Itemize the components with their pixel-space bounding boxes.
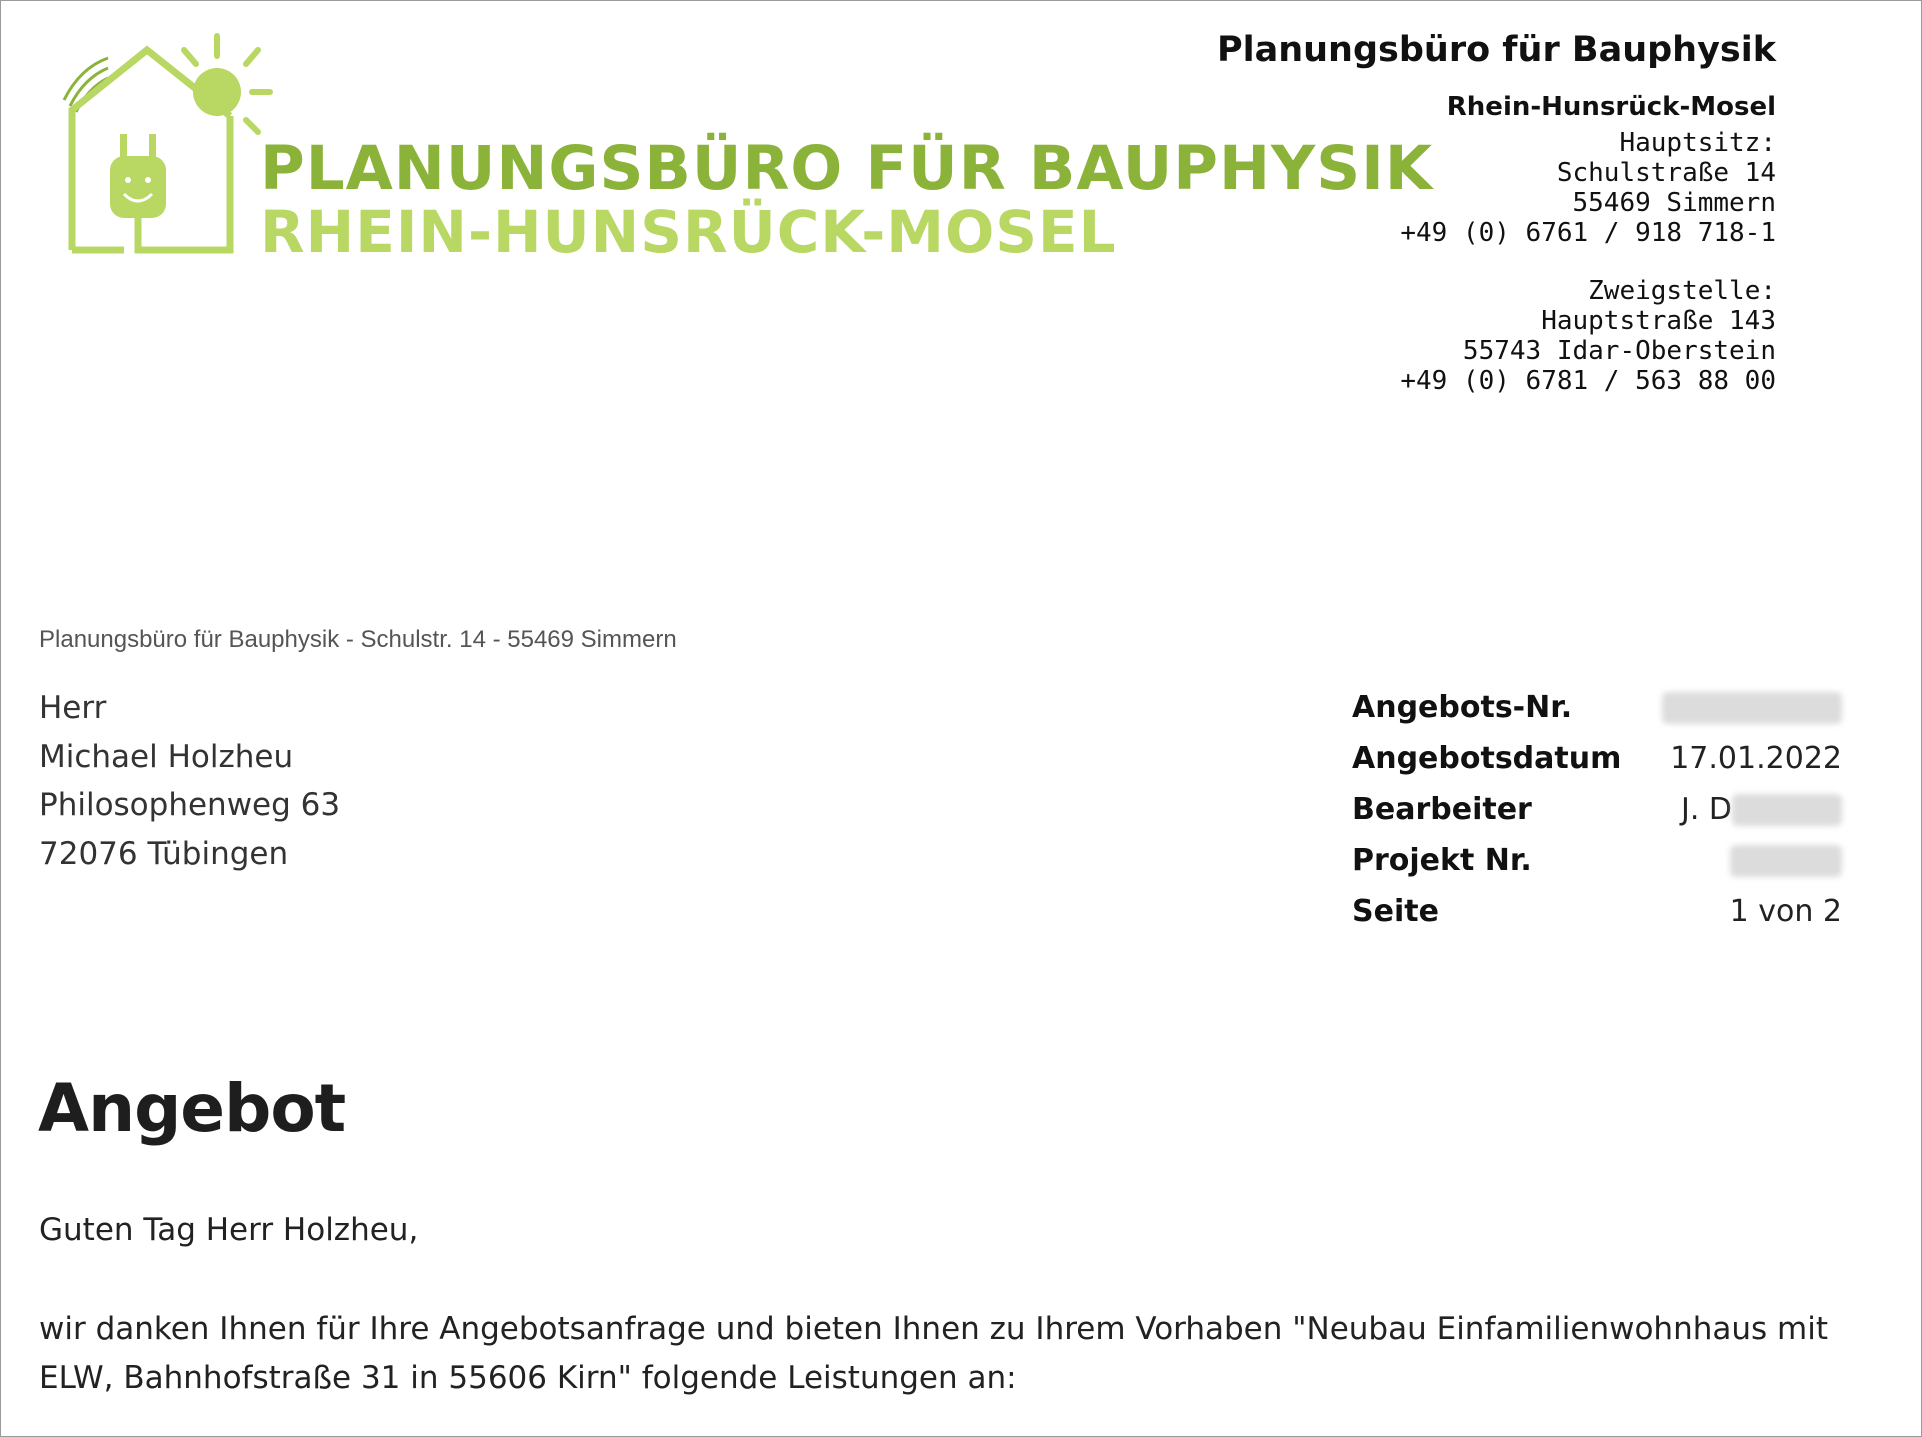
document-title: Angebot (38, 1070, 346, 1147)
page-label: Seite (1352, 894, 1439, 929)
offer-meta-table (1352, 682, 1842, 937)
branch-office-street: Hauptstraße 143 (1541, 306, 1776, 336)
logo-text-line1: PLANUNGSBÜRO FÜR BAUPHYSIK (260, 133, 1434, 204)
offer-no-label: Angebots-Nr. (1352, 690, 1573, 725)
intro-paragraph: wir danken Ihnen für Ihre Angebotsanfrage und bieten Ihnen zu Ihrem Vorhaben "Neubau Einfamilienwohnhaus mit ELW, Bahnhofstraße 31 in 55606 Kirn" folgende Leistungen an: (39, 1311, 1828, 1396)
sender-line: Planungsbüro für Bauphysik - Schulstr. 14 - 55469 Simmern (39, 626, 677, 653)
head-office-city: 55469 Simmern (1572, 188, 1776, 218)
page-value: 1 von 2 (1729, 894, 1842, 929)
recipient-name: Michael Holzheu (39, 738, 294, 775)
project-value (1730, 845, 1842, 877)
clerk-label: Bearbeiter (1352, 792, 1532, 827)
clerk-value (1681, 792, 1842, 827)
meta-row-offer-no (1352, 682, 1842, 733)
branch-office-label: Zweigstelle: (1588, 276, 1776, 306)
meta-row-clerk (1352, 784, 1842, 835)
redacted-clerk-name (1732, 794, 1842, 826)
greeting: Guten Tag Herr Holzheu, (39, 1212, 419, 1248)
meta-row-offer-date (1352, 733, 1842, 784)
offer-date-label: Angebotsdatum (1352, 741, 1622, 776)
head-office-street: Schulstraße 14 (1556, 158, 1776, 188)
recipient-street: Philosophenweg 63 (39, 787, 341, 823)
head-office-phone: +49 (0) 6761 / 918 718-1 (1400, 218, 1776, 248)
house-sun-plug-icon (62, 28, 282, 263)
logo-text-line2: RHEIN-HUNSRÜCK-MOSEL (260, 198, 1117, 266)
company-header (1217, 30, 1776, 396)
company-logo (62, 28, 1434, 266)
branch-office-phone: +49 (0) 6781 / 563 88 00 (1400, 366, 1776, 396)
offer-date-value: 17.01.2022 (1670, 741, 1842, 776)
recipient-address (39, 684, 340, 878)
company-region: Rhein-Hunsrück-Mosel (1446, 92, 1776, 122)
branch-office (1217, 276, 1776, 396)
recipient-salutation: Herr (39, 690, 107, 726)
meta-row-project (1352, 835, 1842, 886)
offer-no-value (1662, 692, 1842, 724)
redacted-offer-no (1662, 692, 1842, 724)
recipient-city: 72076 Tübingen (39, 835, 289, 872)
branch-office-city: 55743 Idar-Oberstein (1462, 336, 1776, 366)
head-office (1217, 128, 1776, 248)
company-name: Planungsbüro für Bauphysik (1216, 30, 1776, 70)
meta-row-page (1352, 886, 1842, 937)
clerk-initials: J. D (1680, 792, 1732, 827)
redacted-project-no (1730, 845, 1842, 877)
head-office-label: Hauptsitz: (1619, 128, 1776, 158)
project-label: Projekt Nr. (1352, 843, 1532, 878)
